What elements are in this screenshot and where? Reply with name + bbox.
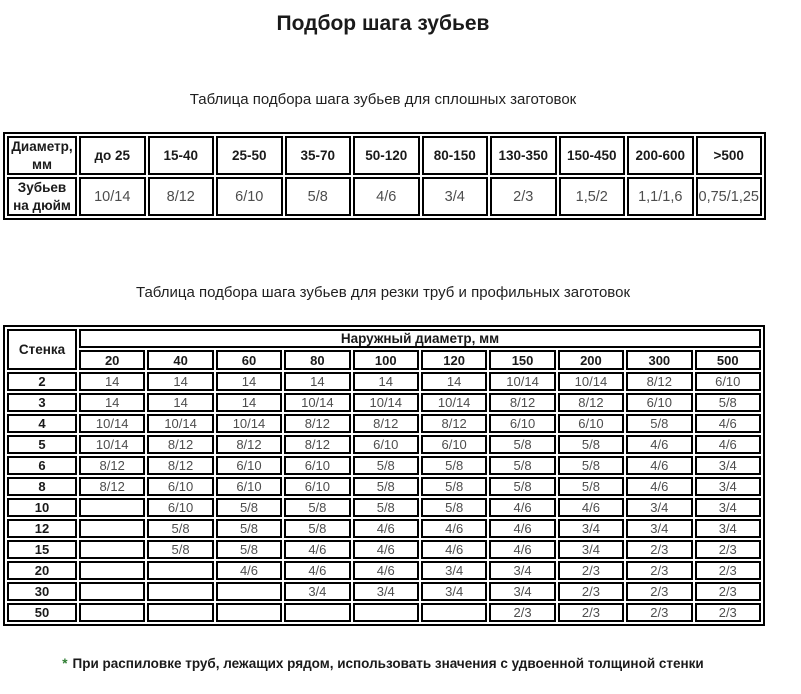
solid-workpiece-table xyxy=(3,132,766,220)
t2-pitch-cell: 14 xyxy=(353,372,419,391)
t2-pitch-cell: 6/10 xyxy=(147,498,213,517)
t2-diameter-header: 60 xyxy=(216,350,282,370)
t2-pitch-cell: 3/4 xyxy=(695,519,761,538)
t2-pitch-cell: 3/4 xyxy=(695,456,761,475)
t2-pitch-cell: 6/10 xyxy=(284,477,350,496)
t2-pitch-cell: 5/8 xyxy=(558,435,624,454)
t2-pitch-cell: 10/14 xyxy=(79,435,145,454)
t2-pitch-cell: 2/3 xyxy=(626,582,692,601)
t2-diameter-header: 300 xyxy=(626,350,692,370)
t1-tpi-value: 1,5/2 xyxy=(559,177,626,216)
t1-diameter-header: 25-50 xyxy=(216,136,283,175)
t2-row-wall-3 xyxy=(7,393,761,412)
t2-pitch-cell: 5/8 xyxy=(216,540,282,559)
t2-pitch-cell xyxy=(147,582,213,601)
t1-tpi-value: 4/6 xyxy=(353,177,420,216)
t2-pitch-cell: 8/12 xyxy=(489,393,555,412)
t1-tpi-value: 5/8 xyxy=(285,177,352,216)
t2-pitch-cell: 3/4 xyxy=(421,561,487,580)
tube-profile-table xyxy=(3,325,765,626)
t2-pitch-cell: 8/12 xyxy=(147,456,213,475)
t2-pitch-cell: 6/10 xyxy=(558,414,624,433)
t2-pitch-cell: 14 xyxy=(79,372,145,391)
t2-wall-label: 4 xyxy=(7,414,77,433)
t2-pitch-cell: 3/4 xyxy=(695,498,761,517)
t2-pitch-cell xyxy=(216,603,282,622)
t2-pitch-cell: 2/3 xyxy=(626,603,692,622)
t2-pitch-cell: 2/3 xyxy=(695,603,761,622)
t2-pitch-cell: 4/6 xyxy=(353,540,419,559)
t2-pitch-cell: 14 xyxy=(147,372,213,391)
t1-diameter-header: 35-70 xyxy=(285,136,352,175)
t2-row-wall-6 xyxy=(7,456,761,475)
t2-pitch-cell: 5/8 xyxy=(489,477,555,496)
t2-pitch-cell: 5/8 xyxy=(489,456,555,475)
t2-row-wall-30 xyxy=(7,582,761,601)
t2-pitch-cell: 4/6 xyxy=(421,519,487,538)
t2-row-wall-12 xyxy=(7,519,761,538)
t2-wall-label: 15 xyxy=(7,540,77,559)
t1-diameter-header: 130-350 xyxy=(490,136,557,175)
t1-tpi-value: 8/12 xyxy=(148,177,215,216)
t2-pitch-cell: 10/14 xyxy=(489,372,555,391)
t1-tpi-value: 6/10 xyxy=(216,177,283,216)
t2-outer-diameter-group-header: Наружный диаметр, мм xyxy=(79,329,761,348)
t2-pitch-cell: 8/12 xyxy=(421,414,487,433)
t2-diameter-header: 20 xyxy=(79,350,145,370)
t2-pitch-cell: 5/8 xyxy=(147,540,213,559)
t2-pitch-cell: 5/8 xyxy=(353,456,419,475)
t2-pitch-cell: 8/12 xyxy=(353,414,419,433)
t2-wall-label: 8 xyxy=(7,477,77,496)
t2-pitch-cell: 4/6 xyxy=(353,561,419,580)
t2-row-wall-50 xyxy=(7,603,761,622)
t2-wall-label: 10 xyxy=(7,498,77,517)
t2-pitch-cell: 14 xyxy=(216,393,282,412)
t2-diameter-header: 150 xyxy=(489,350,555,370)
t2-pitch-cell: 8/12 xyxy=(626,372,692,391)
t2-pitch-cell: 14 xyxy=(216,372,282,391)
t2-pitch-cell: 10/14 xyxy=(558,372,624,391)
t2-row-wall-10 xyxy=(7,498,761,517)
t1-diameter-header: >500 xyxy=(696,136,763,175)
t1-diameter-header: 80-150 xyxy=(422,136,489,175)
t2-pitch-cell xyxy=(79,540,145,559)
t2-row-wall-5 xyxy=(7,435,761,454)
t2-pitch-cell: 4/6 xyxy=(489,519,555,538)
t2-pitch-cell: 3/4 xyxy=(421,582,487,601)
t2-pitch-cell: 6/10 xyxy=(147,477,213,496)
t2-pitch-cell: 5/8 xyxy=(284,498,350,517)
t2-pitch-cell: 6/10 xyxy=(216,477,282,496)
t2-pitch-cell: 2/3 xyxy=(626,561,692,580)
t2-pitch-cell: 4/6 xyxy=(489,498,555,517)
page xyxy=(0,12,766,671)
t1-tpi-value: 0,75/1,25 xyxy=(696,177,763,216)
t2-pitch-cell: 2/3 xyxy=(695,582,761,601)
t1-diameter-header: 200-600 xyxy=(627,136,694,175)
t2-pitch-cell xyxy=(79,519,145,538)
t2-pitch-cell: 10/14 xyxy=(79,414,145,433)
t2-pitch-cell: 6/10 xyxy=(626,393,692,412)
t2-wall-label: 5 xyxy=(7,435,77,454)
t2-pitch-cell: 3/4 xyxy=(558,519,624,538)
t2-row-wall-15 xyxy=(7,540,761,559)
t2-pitch-cell: 3/4 xyxy=(626,498,692,517)
t2-pitch-cell: 4/6 xyxy=(695,414,761,433)
t2-pitch-cell: 14 xyxy=(421,372,487,391)
t1-diameter-header: до 25 xyxy=(79,136,146,175)
t2-pitch-cell: 10/14 xyxy=(147,414,213,433)
t2-pitch-cell xyxy=(79,603,145,622)
t2-wall-label: 30 xyxy=(7,582,77,601)
t2-pitch-cell: 5/8 xyxy=(695,393,761,412)
t2-wall-label: 6 xyxy=(7,456,77,475)
t2-pitch-cell: 2/3 xyxy=(626,540,692,559)
t2-pitch-cell: 2/3 xyxy=(558,561,624,580)
t2-pitch-cell: 5/8 xyxy=(489,435,555,454)
t2-group-header-row xyxy=(7,329,761,348)
t2-pitch-cell: 5/8 xyxy=(147,519,213,538)
t1-tpi-value: 2/3 xyxy=(490,177,557,216)
t2-pitch-cell: 4/6 xyxy=(284,540,350,559)
t1-tpi-value: 10/14 xyxy=(79,177,146,216)
t2-pitch-cell: 4/6 xyxy=(489,540,555,559)
t1-tpi-value: 1,1/1,6 xyxy=(627,177,694,216)
t2-pitch-cell: 8/12 xyxy=(284,435,350,454)
t2-wall-label: 50 xyxy=(7,603,77,622)
t2-pitch-cell: 6/10 xyxy=(216,456,282,475)
t2-pitch-cell: 10/14 xyxy=(284,393,350,412)
t2-pitch-cell: 5/8 xyxy=(421,498,487,517)
t2-pitch-cell: 3/4 xyxy=(489,561,555,580)
t2-wall-label: 12 xyxy=(7,519,77,538)
t2-pitch-cell: 10/14 xyxy=(421,393,487,412)
t2-pitch-cell: 3/4 xyxy=(489,582,555,601)
t2-diameter-header: 40 xyxy=(147,350,213,370)
t2-pitch-cell: 14 xyxy=(147,393,213,412)
t2-diameter-header: 100 xyxy=(353,350,419,370)
t2-pitch-cell xyxy=(79,582,145,601)
t2-pitch-cell: 8/12 xyxy=(79,477,145,496)
t1-diameter-header: 50-120 xyxy=(353,136,420,175)
footnote-asterisk: * xyxy=(62,656,68,672)
t2-pitch-cell: 2/3 xyxy=(695,561,761,580)
t2-subheader-row xyxy=(7,350,761,370)
t2-pitch-cell: 4/6 xyxy=(626,456,692,475)
t2-pitch-cell: 4/6 xyxy=(421,540,487,559)
footnote xyxy=(0,656,766,671)
t2-pitch-cell: 4/6 xyxy=(626,477,692,496)
t2-pitch-cell: 4/6 xyxy=(216,561,282,580)
t2-pitch-cell: 10/14 xyxy=(216,414,282,433)
t2-pitch-cell: 5/8 xyxy=(353,498,419,517)
t2-pitch-cell: 3/4 xyxy=(695,477,761,496)
t1-tpi-value: 3/4 xyxy=(422,177,489,216)
t2-row-wall-8 xyxy=(7,477,761,496)
t1-header-row xyxy=(7,136,762,175)
t2-pitch-cell: 5/8 xyxy=(558,477,624,496)
page-title: Подбор шага зубьев xyxy=(276,12,490,35)
t2-pitch-cell: 6/10 xyxy=(421,435,487,454)
t2-pitch-cell: 14 xyxy=(79,393,145,412)
t2-pitch-cell: 5/8 xyxy=(216,498,282,517)
t2-wall-label: 3 xyxy=(7,393,77,412)
t2-pitch-cell: 6/10 xyxy=(695,372,761,391)
t2-pitch-cell: 14 xyxy=(284,372,350,391)
t2-pitch-cell: 6/10 xyxy=(284,456,350,475)
t2-pitch-cell: 4/6 xyxy=(626,435,692,454)
tube-table-caption: Таблица подбора шага зубьев для резки труб и профильных заготовок xyxy=(135,284,631,302)
t2-diameter-header: 500 xyxy=(695,350,761,370)
t2-pitch-cell: 6/10 xyxy=(489,414,555,433)
t2-row-wall-4 xyxy=(7,414,761,433)
solid-table-caption: Таблица подбора шага зубьев для сплошных заготовок xyxy=(189,91,577,108)
t2-pitch-cell xyxy=(147,561,213,580)
t2-pitch-cell: 10/14 xyxy=(353,393,419,412)
t2-pitch-cell: 4/6 xyxy=(558,498,624,517)
t2-pitch-cell: 3/4 xyxy=(353,582,419,601)
t2-pitch-cell: 8/12 xyxy=(147,435,213,454)
t2-pitch-cell: 5/8 xyxy=(558,456,624,475)
t2-wall-column-header: Стенка xyxy=(7,329,77,370)
t2-pitch-cell: 4/6 xyxy=(284,561,350,580)
t2-pitch-cell xyxy=(79,498,145,517)
t2-pitch-cell: 2/3 xyxy=(558,582,624,601)
t2-pitch-cell xyxy=(79,561,145,580)
t1-values-row xyxy=(7,177,762,216)
t2-pitch-cell: 8/12 xyxy=(558,393,624,412)
t1-diameter-header: 15-40 xyxy=(148,136,215,175)
t2-pitch-cell: 3/4 xyxy=(284,582,350,601)
t2-row-wall-20 xyxy=(7,561,761,580)
t2-pitch-cell xyxy=(147,603,213,622)
t2-pitch-cell: 5/8 xyxy=(421,477,487,496)
t2-pitch-cell: 2/3 xyxy=(558,603,624,622)
t2-pitch-cell: 4/6 xyxy=(695,435,761,454)
t2-row-wall-2 xyxy=(7,372,761,391)
t2-pitch-cell xyxy=(353,603,419,622)
t2-pitch-cell: 5/8 xyxy=(421,456,487,475)
t2-pitch-cell: 6/10 xyxy=(353,435,419,454)
t2-diameter-header: 80 xyxy=(284,350,350,370)
t2-wall-label: 2 xyxy=(7,372,77,391)
t2-pitch-cell: 8/12 xyxy=(79,456,145,475)
t2-pitch-cell: 5/8 xyxy=(353,477,419,496)
t2-pitch-cell: 5/8 xyxy=(626,414,692,433)
t2-diameter-header: 200 xyxy=(558,350,624,370)
t2-pitch-cell: 5/8 xyxy=(284,519,350,538)
t2-pitch-cell: 8/12 xyxy=(284,414,350,433)
t2-wall-label: 20 xyxy=(7,561,77,580)
t2-pitch-cell: 3/4 xyxy=(558,540,624,559)
t1-values-label: Зубьев на дюйм xyxy=(7,177,77,216)
t1-diameter-header: 150-450 xyxy=(559,136,626,175)
t2-pitch-cell: 3/4 xyxy=(626,519,692,538)
t2-pitch-cell: 8/12 xyxy=(216,435,282,454)
t2-pitch-cell: 2/3 xyxy=(695,540,761,559)
t2-pitch-cell xyxy=(284,603,350,622)
t2-pitch-cell: 2/3 xyxy=(489,603,555,622)
t2-pitch-cell xyxy=(216,582,282,601)
t2-pitch-cell: 4/6 xyxy=(353,519,419,538)
footnote-text: При распиловке труб, лежащих рядом, использовать значения с удвоенной толщиной стенки xyxy=(72,656,704,672)
t2-pitch-cell: 5/8 xyxy=(216,519,282,538)
t1-corner-cell: Диаметр, мм xyxy=(7,136,77,175)
t2-diameter-header: 120 xyxy=(421,350,487,370)
t2-pitch-cell xyxy=(421,603,487,622)
